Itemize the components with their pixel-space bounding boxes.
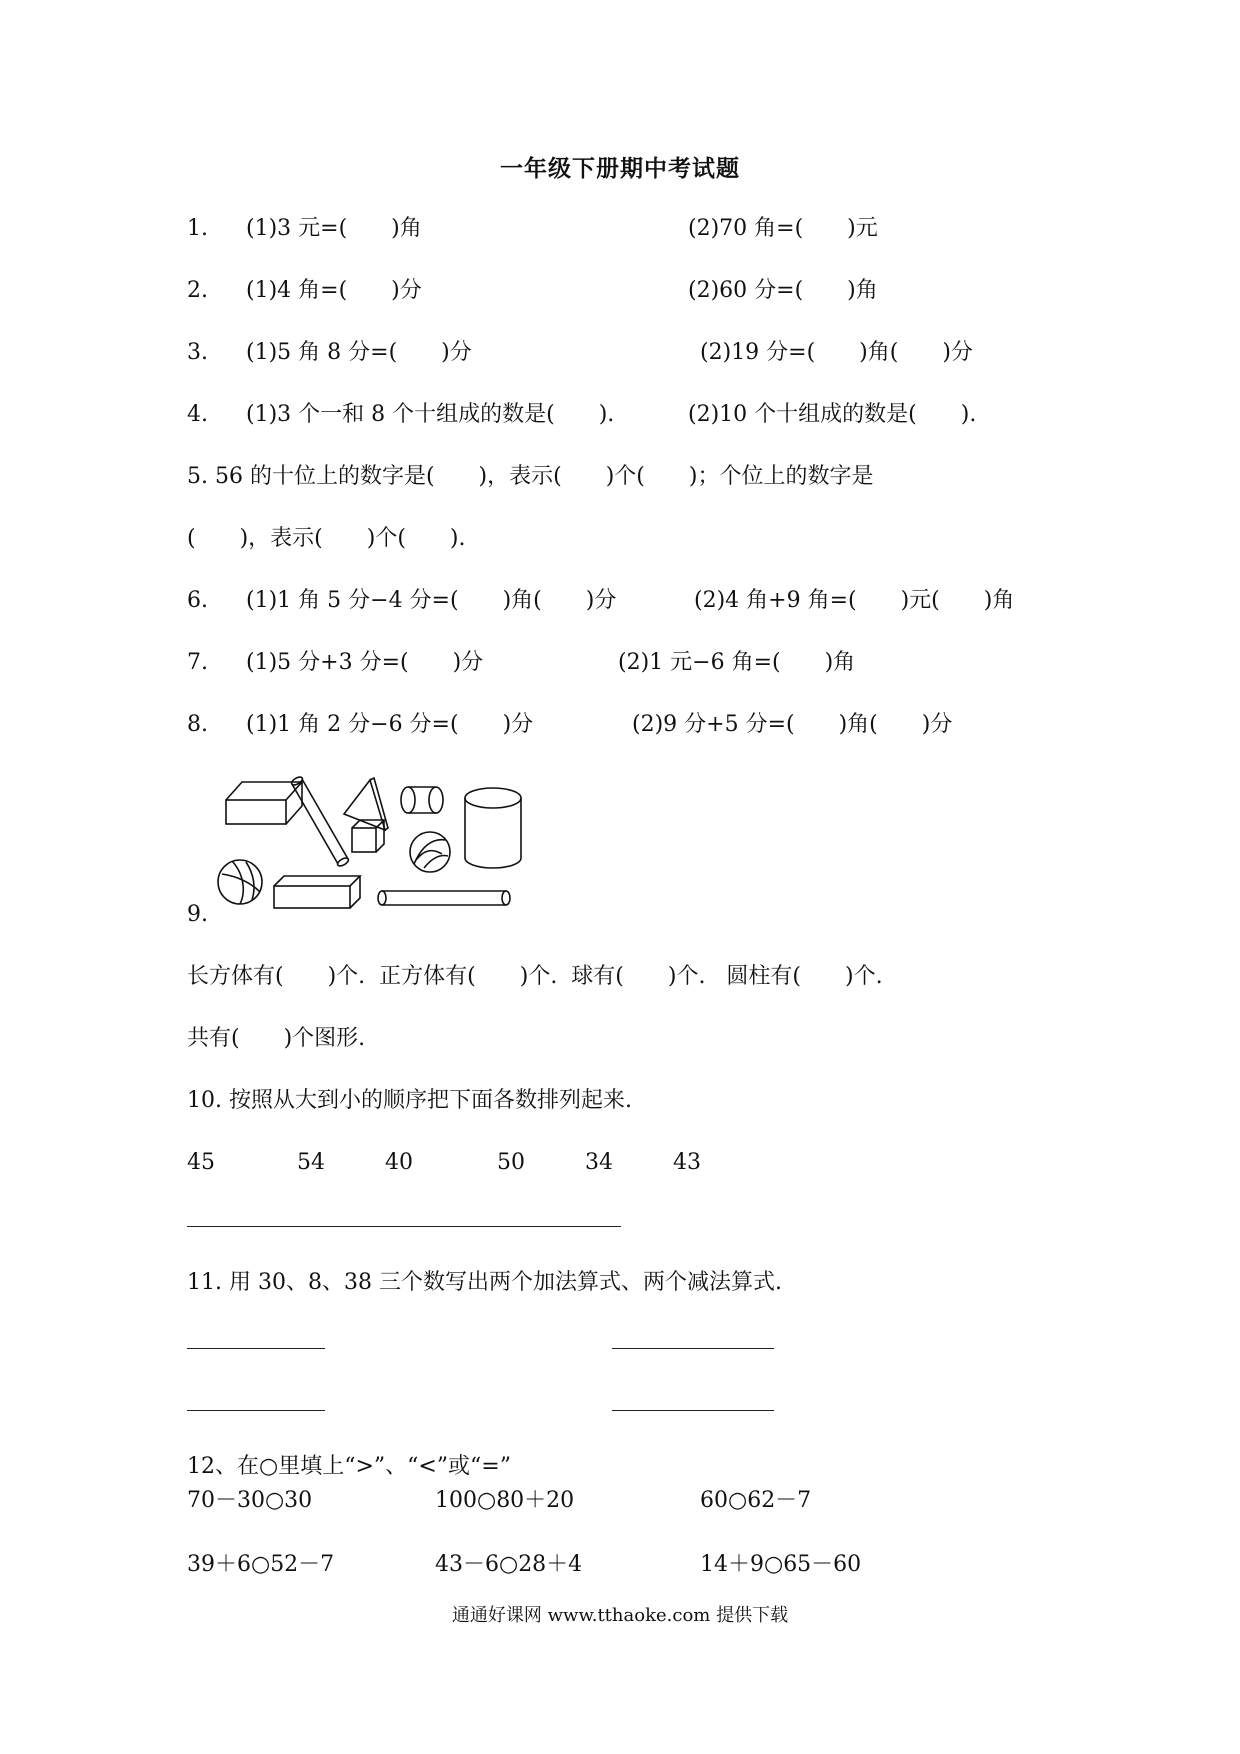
q11-text: 11. 用 30、8、38 三个数写出两个加法算式、两个减法算式. (187, 1270, 782, 1295)
q1-number: 1. (187, 216, 208, 241)
q12-item: 39＋6○52－7 (187, 1552, 335, 1577)
q6-number: 6. (187, 588, 208, 613)
q9-number: 9. (187, 902, 208, 927)
q1-part-a: (1)3 元=( )角 (246, 216, 422, 241)
cube-small (352, 820, 384, 852)
q10-number: 40 (385, 1150, 413, 1175)
q8-part-a: (1)1 角 2 分−6 分=( )分 (246, 712, 534, 737)
q3-part-b: (2)19 分=( )角( )分 (700, 340, 973, 365)
ball-middle (410, 832, 450, 872)
rod-diagonal (290, 775, 349, 867)
page-title: 一年级下册期中考试题 (500, 155, 740, 182)
q3-part-a: (1)5 角 8 分=( )分 (246, 340, 472, 365)
q4-number: 4. (187, 402, 208, 427)
q8-number: 8. (187, 712, 208, 737)
answer-line (187, 1226, 621, 1227)
q7-part-b: (2)1 元−6 角=( )角 (618, 650, 856, 675)
shapes-figure (210, 770, 550, 940)
cuboid-large (226, 782, 302, 824)
q10-number: 54 (297, 1150, 325, 1175)
q7-number: 7. (187, 650, 208, 675)
q3-number: 3. (187, 340, 208, 365)
cylinder-small (401, 787, 443, 813)
q12-item: 43－6○28＋4 (435, 1552, 583, 1577)
q1-part-b: (2)70 角=( )元 (688, 216, 878, 241)
q8-part-b: (2)9 分+5 分=( )角( )分 (632, 712, 953, 737)
q4-part-b: (2)10 个十组成的数是( ). (688, 402, 977, 427)
q12-item: 14＋9○65－60 (700, 1552, 862, 1577)
cuboid-flat (274, 876, 360, 908)
ball-left (218, 860, 262, 904)
q5-line1: 5. 56 的十位上的数字是( )，表示( )个( )；个位上的数字是 (187, 464, 874, 489)
q5-line2: ( )，表示( )个( ). (187, 526, 466, 551)
q12-item: 70－30○30 (187, 1488, 313, 1513)
rod-horizontal (378, 891, 510, 905)
answer-line (612, 1348, 774, 1349)
cylinder-large (465, 788, 521, 868)
q10-text: 10. 按照从大到小的顺序把下面各数排列起来. (187, 1088, 632, 1113)
answer-line (187, 1348, 325, 1349)
q2-part-a: (1)4 角=( )分 (246, 278, 422, 303)
q2-number: 2. (187, 278, 208, 303)
q2-part-b: (2)60 分=( )角 (688, 278, 878, 303)
q12-text: 12、在○里填上“>”、“<”或“=” (187, 1454, 511, 1479)
q10-number: 43 (673, 1150, 701, 1175)
q10-number: 45 (187, 1150, 215, 1175)
q10-number: 50 (497, 1150, 525, 1175)
q4-part-a: (1)3 个一和 8 个十组成的数是( ). (246, 402, 615, 427)
q7-part-a: (1)5 分+3 分=( )分 (246, 650, 484, 675)
q9-line1: 长方体有( )个. 正方体有( )个. 球有( )个. 圆柱有( )个. (187, 964, 883, 989)
q9-line2: 共有( )个图形. (187, 1026, 366, 1051)
q12-item: 100○80＋20 (435, 1488, 575, 1513)
footer-credit: 通通好课网 www.tthaoke.com 提供下载 (451, 1605, 789, 1626)
q10-number: 34 (585, 1150, 613, 1175)
answer-line (187, 1410, 325, 1411)
answer-line (612, 1410, 774, 1411)
q12-item: 60○62－7 (700, 1488, 812, 1513)
q6-part-a: (1)1 角 5 分−4 分=( )角( )分 (246, 588, 617, 613)
q6-part-b: (2)4 角+9 角=( )元( )角 (694, 588, 1015, 613)
